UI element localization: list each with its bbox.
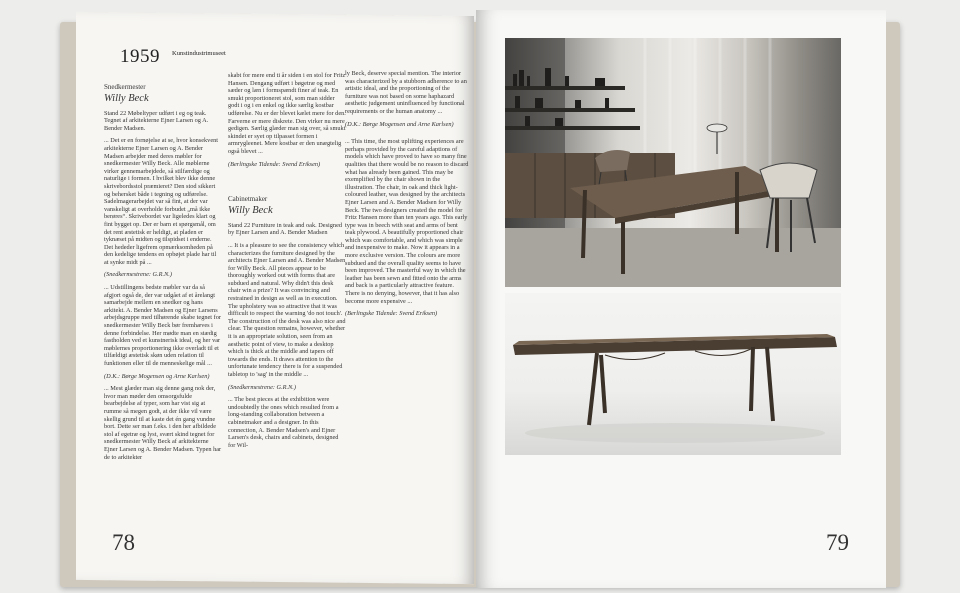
- review-source: (Berlingske Tidende: Svend Eriksen): [345, 310, 438, 318]
- review-source: (D.K.: Børge Mogensen og Arne Karlsen): [104, 372, 210, 380]
- profession-label: Cabinetmaker: [228, 195, 268, 204]
- left-column-1: [104, 84, 222, 544]
- interior-photo-illustration: [505, 38, 841, 287]
- maker-name: Willy Beck: [104, 92, 149, 104]
- review-source: (D.K.: Børge Mogensen and Arne Karlsen): [345, 120, 454, 128]
- review-text: ... It is a pleasure to see the consistency which characterizes the furniture designed by the architects Ejner Larsen and A. Bender Madsen for Willy Beck. All pieces appear to be thoroughly worked out with forms that are subdued and natural. Why didn't this desk chair win a prize? It was convincing and restrained in design as well as in execution. The upholstery was so attractive that it was difficult to respect the warning 'do not touch'. The construction of the desk was also nice and clear. The question remains, however, whether it is an appropriate solution, seen from an aesthetic point of view, to make a desktop which is thick at the middle and tapers off towards the ends. It draws attention to the unfortunate tendency there is for a suspended tabletop to 'sag' in the middle ...: [228, 241, 346, 378]
- stand-info: Stand 22 Møbeltyper udført i eg og teak. Tegnet af arkitekterne Ejner Larsen og A. Bender Madsen.: [104, 109, 209, 132]
- interior-photo: [505, 38, 841, 287]
- table-photo: [505, 293, 841, 455]
- review-text: ... This time, the most uplifting experiences are perhaps provided by the careful adaptions of models which have proved to have so many fine qualities that there would be no reason to discard what has already been gained. This may be exemplified by the chair shown in the illustration. The chair, in oak and thick light-coloured leather, was designed by the architects Ejner Larsen and A. Bender Madsen for Willy Beck. The two designers created the model for Fritz Hansen more than ten years ago. This early type was in beech with seat and arms of bent teak plywood. A beautifully proportioned chair which was comfortable, and which was simple and inexpensive to make. Now it appears in a more exclusive version. The colours are more subdued and the overall quality seems to have been improved. The masterful way in which the leather has been sewn and fitted onto the arms and back is a particularly attractive feature. There is no denying, however, that it has also become more expensive ...: [345, 138, 469, 305]
- review-source: (Snedkermestrene: G.R.N.): [104, 271, 172, 279]
- maker-name: Willy Beck: [228, 204, 273, 216]
- museum-label: Kunstindustrimuseet: [172, 50, 226, 57]
- page-number-right: 79: [826, 530, 849, 555]
- review-text: ly Beck, deserve special mention. The interior was characterized by a stubborn adherence to an artistic ideal, and the proportioning of the furniture was not based on some haphazard aesthetic judgement uninfluenced by functional requirements or the human anatomy ...: [345, 70, 467, 115]
- stand-info: Stand 22 Furniture in teak and oak. Designed by Ejner Larsen and A. Bender Madsen: [228, 221, 343, 237]
- review-text: ... Mest glæder man sig denne gang nok der, hvor man møder den omsorgsfulde bearbejdelse af typer, som har vist sig at rumme så megen godt, at der ikke vil være skellig grund til at kaste det én gang vundne bort. Dette ser man f.eks. i den her afbildede stol af egetræ og lyst, svært skind tegnet for snedkermester Willy Beck af arkitekterne Ejner Larsen og A. Bender Madsen. Typen har de to arkitekter: [104, 385, 222, 461]
- review-text: ... Det er en fornøjelse at se, hvor konsekvent arkitekterne Ejner Larsen og A. Bender Madsen arbejder med deres møbler for snedkermester Willy Beck. Alle møblerne virker gennemarbejdede, så stilfærdige og naturlige i formen. I hvilket blev ikke denne skrivebordsstol præmieret? Den stod sikkert og behersket både i tegning og udførelse. Sadelmagerarbejdet var så fint, at der var vanskeligt at overholde forbudet „må ikke berøres“. Skrivebordet var ligeledes klart og fint bygget op. Der er barn et spørgsmål, om det rent æstetisk er heldigt, at pladen er tyknæset på midten og tilspidset i enderne. Det hededer ligefrem opmærksomheden på den kedelige tendens en opbøjet plade har til at synke midt på ...: [104, 137, 219, 266]
- review-source: (Berlingske Tidende: Svend Eriksen): [228, 160, 321, 168]
- profession-label: Snedkermester: [104, 84, 146, 91]
- table-photo-illustration: [505, 293, 841, 455]
- left-column-2: [228, 72, 346, 552]
- page-number-left: 78: [112, 530, 135, 555]
- review-text: ... The best pieces at the exhibition were undoubtedly the ones which resulted from a long-standing collaboration between a cabinetmaker and a designer. In this connection, A. Bender Madsen's and Ejner Larsen's desk, chairs and cabinets, designed for Wil-: [228, 396, 339, 449]
- year-heading: 1959: [120, 46, 160, 67]
- review-text: ... Udstillingens bedste møbler var da så afgjort også de, der var udgået af et årelangt samarbejde mellem en snedker og hans arkitekt. A. Bender Madsen og Ejner Larsens arbejdsgruppe med tilhørende skabe tegnet for snedkermester Willy Beck bør fremhæves i denne forbindelse. Her mødte man en stædig fastholden ved et kunstnerisk ideal, og her var møblernes proportionering ikke overladt til et tilfældigt æstetisk skøn uden relation til funktionen eller til de menneskelige mål ...: [104, 284, 221, 367]
- right-column-text: [345, 70, 469, 420]
- review-source: (Snedkermestrene: G.R.N.): [228, 383, 296, 391]
- review-text: skabt for mere end ti år siden i en stol for Fritz Hansen. Dengang udført i bøgetræ og med sæder og læn i formspændt finer af teak. En smukt proportioneret stol, som man sidder godt i og i en enkel og ikke særlig kostbar udførelse. Nu er der blevet kælet mere for den. Farverne er mere diskrete. Den virker nu mere gedigen. Særlig glæder man sig over, så smukt skindet er syet op tilpasset formen i armrygleenet. Mere kostbar er den unægtelig også blevet ...: [228, 72, 346, 155]
